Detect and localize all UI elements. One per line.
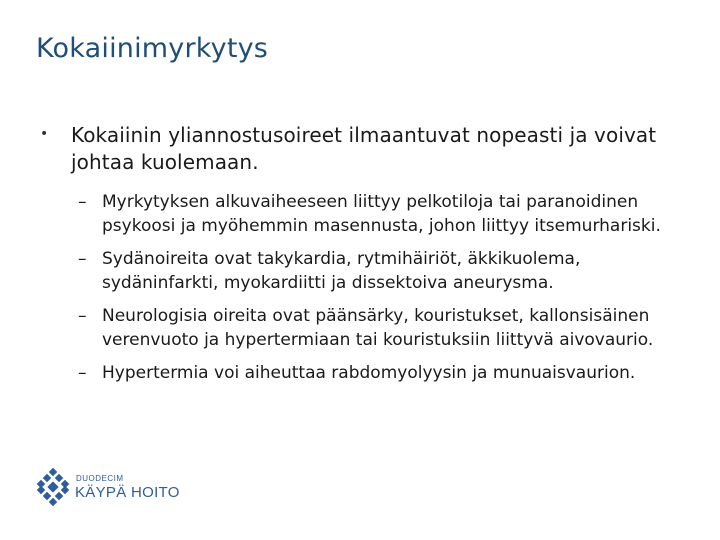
sub-bullet-item	[78, 304, 668, 352]
slide-title: Kokaiinimyrkytys	[36, 33, 269, 64]
sub-bullet-text: Neurologisia oireita ovat päänsärky, kouristukset, kallonsisäinen verenvuoto ja hypertermiaan tai kouristuksiin liittyvä aivovaurio.	[102, 306, 654, 350]
sub-bullet-item	[78, 361, 668, 385]
logo-top-text: DUODECIM	[76, 474, 124, 483]
sub-bullet-text: Hypertermia voi aiheuttaa rabdomyolyysin ja munuaisvaurion.	[102, 363, 636, 383]
dash-marker: –	[78, 192, 87, 212]
diamond-logo-icon	[34, 468, 72, 506]
sub-bullet-text: Myrkytyksen alkuvaiheeseen liittyy pelkotiloja tai paranoidinen psykoosi ja myöhemmin masennusta, johon liittyy itsemurhariski.	[102, 192, 661, 236]
dash-marker: –	[78, 306, 87, 326]
sub-bullet-list	[78, 190, 668, 394]
sub-bullet-item	[78, 247, 668, 295]
dash-marker: –	[78, 363, 87, 383]
kaypa-hoito-logo	[34, 468, 184, 512]
bullet-marker: •	[40, 126, 49, 142]
main-bullet	[40, 122, 680, 176]
sub-bullet-text: Sydänoireita ovat takykardia, rytmihäiriöt, äkkikuolema, sydäninfarkti, myokardiitti ja dissektoiva aneurysma.	[102, 249, 581, 293]
dash-marker: –	[78, 249, 87, 269]
sub-bullet-item	[78, 190, 668, 238]
main-bullet-text: Kokaiinin yliannostusoireet ilmaantuvat nopeasti ja voivat johtaa kuolemaan.	[71, 123, 657, 174]
logo-main-text: KÄYPÄ HOITO	[75, 484, 180, 501]
